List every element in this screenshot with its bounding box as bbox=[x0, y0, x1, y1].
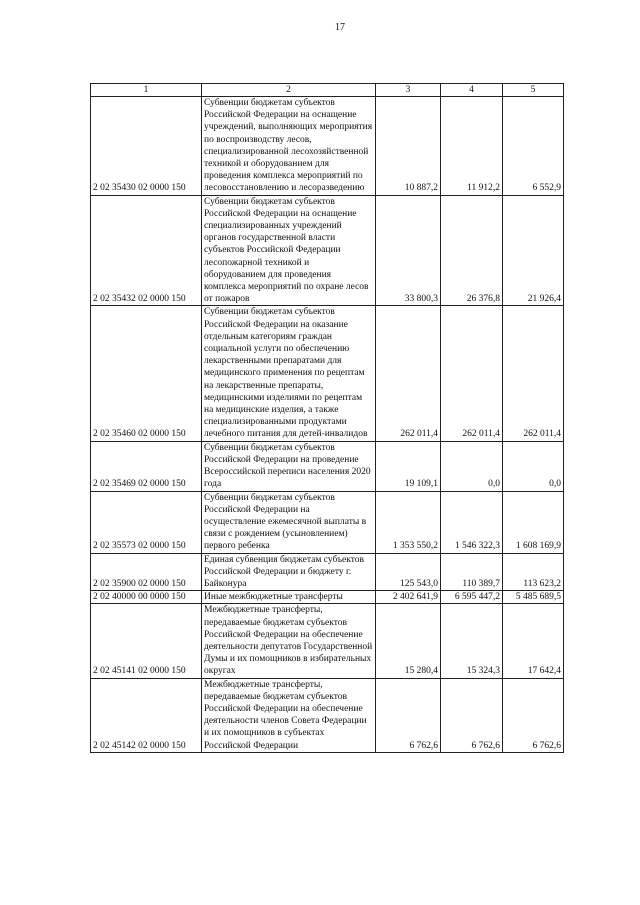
budget-table bbox=[90, 83, 564, 753]
table-row bbox=[91, 591, 564, 604]
item-name: Субвенции бюджетам субъектов Российской Федерации на осуществление ежемесячной выплаты в связи с рождением (усыновлением) первого ребенка bbox=[202, 491, 376, 553]
item-name: Межбюджетные трансферты, передаваемые бюджетам субъектов Российской Федерации на обеспечение деятельности депутатов Государственной Думы и их помощников в избирательных округах bbox=[202, 604, 376, 678]
amount-col-5: 17 642,4 bbox=[503, 604, 564, 678]
item-name: Субвенции бюджетам субъектов Российской Федерации на оснащение учреждений, выполняющих мероприятия по воспроизводству лесов, специализированной лесохозяйственной техникой и оборудованием для проведения комплекса мероприятий по лесовосстановлению и лесоразведению bbox=[202, 97, 376, 196]
budget-code: 2 02 35432 02 0000 150 bbox=[91, 195, 202, 306]
item-name: Межбюджетные трансферты, передаваемые бюджетам субъектов Российской Федерации на обеспечение деятельности членов Совета Федерации и их помощников в субъектах Российской Федерации bbox=[202, 678, 376, 752]
amount-col-3: 125 543,0 bbox=[376, 553, 441, 591]
column-header-4: 4 bbox=[441, 84, 503, 97]
amount-col-5: 262 011,4 bbox=[503, 306, 564, 441]
amount-col-5: 113 623,2 bbox=[503, 553, 564, 591]
column-header-2: 2 bbox=[202, 84, 376, 97]
budget-code: 2 02 35900 02 0000 150 bbox=[91, 553, 202, 591]
table-header-row bbox=[91, 84, 564, 97]
table-row bbox=[91, 306, 564, 441]
table-row bbox=[91, 553, 564, 591]
item-name: Единая субвенция бюджетам субъектов Российской Федерации и бюджету г. Байконура bbox=[202, 553, 376, 591]
amount-col-4: 11 912,2 bbox=[441, 97, 503, 196]
amount-col-3: 10 887,2 bbox=[376, 97, 441, 196]
page-number: 17 bbox=[335, 22, 345, 33]
amount-col-3: 33 800,3 bbox=[376, 195, 441, 306]
amount-col-3: 1 353 550,2 bbox=[376, 491, 441, 553]
amount-col-5: 1 608 169,9 bbox=[503, 491, 564, 553]
amount-col-5: 6 762,6 bbox=[503, 678, 564, 752]
amount-col-4: 26 376,8 bbox=[441, 195, 503, 306]
amount-col-3: 6 762,6 bbox=[376, 678, 441, 752]
item-name: Иные межбюджетные трансферты bbox=[202, 591, 376, 604]
budget-code: 2 02 35469 02 0000 150 bbox=[91, 441, 202, 491]
item-name: Субвенции бюджетам субъектов Российской Федерации на оказание отдельным категориям граждан социальной услуги по обеспечению лекарственными препаратами для медицинского применения по рецептам на лекарственные препараты, медицинскими изделиями по рецептам на медицинские изделия, а также специализированными продуктами лечебного питания для детей-инвалидов bbox=[202, 306, 376, 441]
amount-col-5: 6 552,9 bbox=[503, 97, 564, 196]
budget-code: 2 02 35460 02 0000 150 bbox=[91, 306, 202, 441]
table-row bbox=[91, 678, 564, 752]
item-name: Субвенции бюджетам субъектов Российской Федерации на проведение Всероссийской переписи населения 2020 года bbox=[202, 441, 376, 491]
amount-col-4: 262 011,4 bbox=[441, 306, 503, 441]
budget-code: 2 02 35573 02 0000 150 bbox=[91, 491, 202, 553]
amount-col-4: 110 389,7 bbox=[441, 553, 503, 591]
amount-col-3: 15 280,4 bbox=[376, 604, 441, 678]
column-header-5: 5 bbox=[503, 84, 564, 97]
budget-code: 2 02 45141 02 0000 150 bbox=[91, 604, 202, 678]
item-name: Субвенции бюджетам субъектов Российской Федерации на оснащение специализированных учреждений органов государственной власти субъектов Российской Федерации лесопожарной техникой и оборудованием для проведения комплекса мероприятий по охране лесов от пожаров bbox=[202, 195, 376, 306]
amount-col-4: 1 546 322,3 bbox=[441, 491, 503, 553]
table-row bbox=[91, 441, 564, 491]
budget-code: 2 02 35430 02 0000 150 bbox=[91, 97, 202, 196]
table-row bbox=[91, 491, 564, 553]
amount-col-3: 19 109,1 bbox=[376, 441, 441, 491]
column-header-1: 1 bbox=[91, 84, 202, 97]
table-row bbox=[91, 97, 564, 196]
amount-col-4: 0,0 bbox=[441, 441, 503, 491]
table-row bbox=[91, 195, 564, 306]
amount-col-4: 15 324,3 bbox=[441, 604, 503, 678]
table-row bbox=[91, 604, 564, 678]
amount-col-3: 2 402 641,9 bbox=[376, 591, 441, 604]
amount-col-5: 0,0 bbox=[503, 441, 564, 491]
budget-code: 2 02 45142 02 0000 150 bbox=[91, 678, 202, 752]
amount-col-5: 21 926,4 bbox=[503, 195, 564, 306]
amount-col-5: 5 485 689,5 bbox=[503, 591, 564, 604]
amount-col-4: 6 762,6 bbox=[441, 678, 503, 752]
budget-code: 2 02 40000 00 0000 150 bbox=[91, 591, 202, 604]
amount-col-4: 6 595 447,2 bbox=[441, 591, 503, 604]
amount-col-3: 262 011,4 bbox=[376, 306, 441, 441]
column-header-3: 3 bbox=[376, 84, 441, 97]
